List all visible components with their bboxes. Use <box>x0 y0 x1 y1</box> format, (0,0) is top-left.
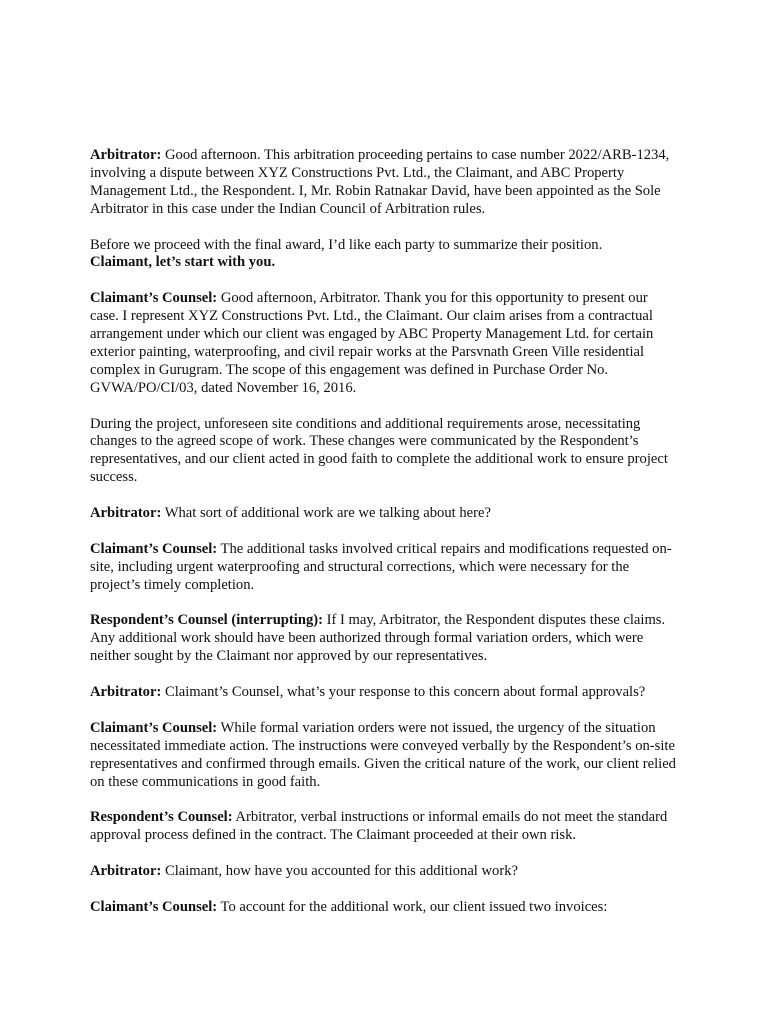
speaker-label: Arbitrator: <box>90 505 162 522</box>
paragraph-respondent-interruption <box>90 612 680 666</box>
paragraph-text: Good afternoon, Arbitrator. Thank you for this opportunity to present our case. I represent XYZ Constructions Pvt. Ltd., the Claimant. Our claim arises from a contractual arrangement under which our client was engaged by ABC Property Management Ltd. for certain exterior painting, waterproofing, and civil repair works at the Parsvnath Green Ville residential complex in Gurugram. The scope of this engagement was defined in Purchase Order No. GVWA/PO/CI/03, dated November 16, 2016. <box>90 290 654 396</box>
transcript-page <box>90 147 680 935</box>
paragraph-arbitrator-accounting <box>90 863 680 881</box>
speaker-label: Claimant’s Counsel: <box>90 719 218 736</box>
paragraph-claimant-invoices <box>90 899 680 917</box>
paragraph-claimant-intro <box>90 290 680 397</box>
paragraph-arbitrator-opening <box>90 147 680 219</box>
paragraph-claimant-additional-work <box>90 541 680 595</box>
speaker-label: Claimant’s Counsel: <box>90 540 218 557</box>
paragraph-text: Good afternoon. This arbitration proceeding pertains to case number 2022/ARB-1234, involving a dispute between XYZ Constructions Pvt. Ltd., the Claimant, and ABC Property Management Ltd., the Respondent. I, Mr. Robin Ratnakar David, have been appointed as the Sole Arbitrator in this case under the Indian Council of Arbitration rules. <box>90 147 670 217</box>
paragraph-text: What sort of additional work are we talking about here? <box>161 505 491 522</box>
speaker-label: Arbitrator: <box>90 863 162 880</box>
paragraph-text: Claimant, how have you accounted for this additional work? <box>161 863 518 880</box>
paragraph-text: Arbitrator, verbal instructions or informal emails do not meet the standard approval process defined in the contract. The Claimant proceeded at their own risk. <box>90 809 668 844</box>
paragraph-claimant-response <box>90 720 680 792</box>
paragraph-respondent-reply <box>90 809 680 845</box>
paragraph-text: To account for the additional work, our client issued two invoices: <box>217 898 608 915</box>
paragraph-text: The additional tasks involved critical repairs and modifications requested on-site, including urgent waterproofing and structural corrections, which were necessary for the project’s timely completion. <box>90 540 672 593</box>
paragraph-text: If I may, Arbitrator, the Respondent disputes these claims. Any additional work should have been authorized through formal variation orders, which were neither sought by the Claimant nor approved by our representatives. <box>90 612 666 665</box>
paragraph-arbitrator-request <box>90 237 680 273</box>
paragraph-text: During the project, unforeseen site conditions and additional requirements arose, necessitating changes to the agreed scope of work. These changes were communicated by the Respondent’s representatives, and our client acted in good faith to complete the additional work to ensure project success. <box>90 415 668 486</box>
speaker-label: Claimant’s Counsel: <box>90 898 218 915</box>
paragraph-text: Claimant’s Counsel, what’s your response to this concern about formal approvals? <box>161 684 646 701</box>
paragraph-claimant-project <box>90 416 680 488</box>
paragraph-text: Before we proceed with the final award, I’d like each party to summarize their position. <box>90 236 603 253</box>
speaker-label: Respondent’s Counsel: <box>90 809 233 826</box>
speaker-label: Respondent’s Counsel (interrupting): <box>90 612 323 629</box>
speaker-label: Arbitrator: <box>90 147 162 163</box>
paragraph-text: While formal variation orders were not issued, the urgency of the situation necessitated immediate action. The instructions were conveyed verbally by the Respondent’s on-site representatives and confirmed through emails. Given the critical nature of the work, our client relied on these communications in good faith. <box>90 719 676 790</box>
speaker-label: Arbitrator: <box>90 684 162 701</box>
bold-instruction: Claimant, let’s start with you. <box>90 254 276 271</box>
speaker-label: Claimant’s Counsel: <box>90 290 218 307</box>
paragraph-arbitrator-approvals <box>90 684 680 702</box>
paragraph-arbitrator-question <box>90 505 680 523</box>
